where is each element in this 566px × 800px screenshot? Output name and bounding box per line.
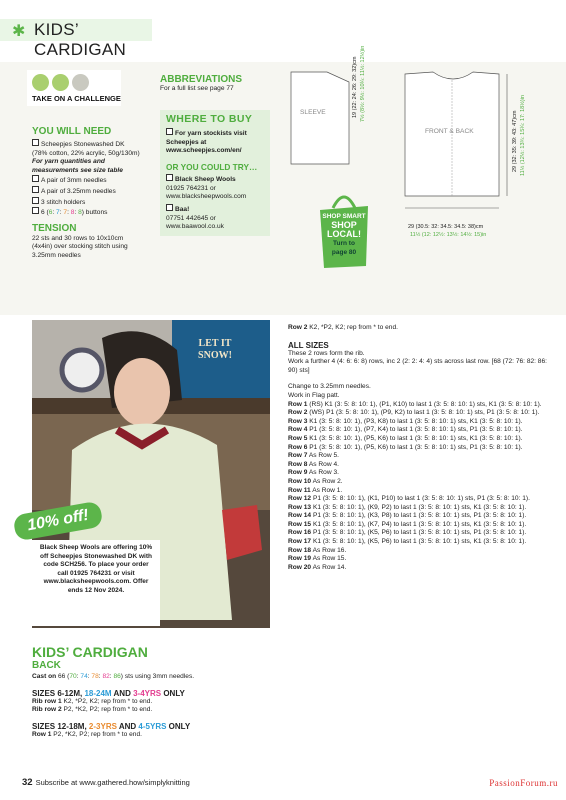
pattern-row: Row 16 P1 (3: 5: 8: 10: 1), (K5, P6) to last 1 (3: 5: 8: 10: 1) sts, P1 (3: 5: 8: 10: 1). (288, 529, 527, 537)
row-2: Row 2 K2, *P2, K2; rep from * to end. (288, 324, 398, 331)
list-item: 6 (6: 7: 7: 8: 8) buttons (32, 207, 150, 218)
checkbox-icon (32, 175, 39, 182)
pattern-row: Row 19 As Row 15. (288, 555, 347, 563)
checkbox-icon (166, 204, 173, 211)
or-you-could-try: OR YOU COULD TRY… (166, 162, 258, 172)
challenge-label: TAKE ON A CHALLENGE (32, 94, 121, 103)
pattern-row: Row 10 As Row 2. (288, 477, 343, 485)
stockists-text: For yarn stockists visit Scheepjes at www.scheepjes.com/en/ (166, 130, 247, 155)
checkbox-icon (166, 174, 173, 181)
pattern-row: Row 1 (RS) K1 (3: 5: 8: 10: 1), (P1, K10) to last 1 (3: 5: 8: 10: 1) sts, K1 (3: 5: 8: 10: 1). (288, 400, 542, 408)
pattern-rows (288, 401, 556, 573)
pattern-row: Row 20 As Row 14. (288, 563, 347, 571)
checkbox-icon (166, 128, 173, 135)
list-item: A pair of 3mm needles (32, 175, 150, 186)
tension-text: 22 sts and 30 rows to 10x10cm (4x4in) over stocking stitch using 3.25mm needles (32, 234, 128, 259)
list-item: A pair of 3.25mm needles (32, 186, 150, 197)
checkbox-icon (32, 207, 39, 214)
list-item: 3 stitch holders (32, 197, 150, 208)
pattern-row: Row 11 As Row 1. (288, 486, 343, 494)
sign-line-1: LET IT (198, 338, 232, 349)
back-width-cm: 29 (30.5: 32: 34.5: 34.5: 38)cm (408, 224, 484, 230)
you-will-need (32, 126, 150, 261)
all-sizes-heading: ALL SIZES (288, 340, 329, 350)
sizes-heading-1: SIZES 6-12M, 18-24M AND 3-4YRS ONLY (32, 688, 185, 698)
flower-icon: ✱ (12, 23, 26, 40)
pattern-row: Row 9 As Row 3. (288, 469, 339, 477)
back-height-in: 11½ (12½: 13¾: 15¼: 17: 18½)in (520, 95, 526, 176)
abbreviations (160, 74, 242, 94)
pattern-row: Row 8 As Row 4. (288, 460, 339, 468)
pattern-row: Row 7 As Row 5. (288, 452, 339, 460)
back-label: FRONT & BACK (425, 128, 474, 135)
shop-local-bag: SHOP SMART SHOP LOCAL! Turn to page 80 (318, 188, 370, 275)
shop-black-sheep: Black Sheep Wools 01925 764231 or www.blacksheepwools.com (166, 176, 247, 201)
back-height-cm: 29 (32: 35: 39: 43: 47)cm (512, 110, 518, 172)
pattern-row: Row 17 K1 (3: 5: 8: 10: 1), (K5, P6) to last 1 (3: 5: 8: 10: 1) sts, K1 (3: 5: 8: 10: 1). (288, 538, 527, 546)
yarn-ball-icon (52, 74, 69, 91)
pattern-row: Row 15 K1 (3: 5: 8: 10: 1), (K7, P4) to last 1 (3: 5: 8: 10: 1) sts, K1 (3: 5: 8: 10: 1). (288, 520, 527, 528)
sizes-heading-2: SIZES 12-18M, 2-3YRS AND 4-5YRS ONLY (32, 721, 191, 731)
section-header (0, 19, 152, 59)
footer: 32 Subscribe at www.gathered.how/simplyknitting (22, 777, 190, 788)
watermark: PassionForum.ru (489, 778, 558, 788)
yarn-item: Scheepjes Stonewashed DK (78% cotton, 22% acrylic, 50g/130m) For yarn quantities and measurements see size table (32, 141, 140, 174)
sleeve-dim-cm: 19 (22: 24: 26: 29: 32)cm (352, 56, 358, 118)
where-to-buy-box (160, 110, 270, 236)
section-title: KIDS’ CARDIGAN (34, 20, 127, 59)
cast-on: Cast on 66 (70: 74: 78: 82: 86) sts using 3mm needles. (32, 673, 195, 680)
pattern-row: Row 6 P1 (3: 5: 8: 10: 1), (P5, K6) to last 1 (3: 5: 8: 10: 1) sts, P1 (3: 5: 8: 10: 1). (288, 443, 523, 451)
back-heading: BACK (32, 660, 61, 671)
pattern-row: Row 4 P1 (3: 5: 8: 10: 1), (P7, K4) to last 1 (3: 5: 8: 10: 1) sts, P1 (3: 5: 8: 10: 1). (288, 426, 523, 434)
para: Work a further 4 (4: 6: 6: 8) rows, inc 2 (2: 2: 4: 4) sts across last row. [68 (72: 76: 82: 86: 90) sts] (288, 358, 547, 374)
pattern-row: Row 5 K1 (3: 5: 8: 10: 1), (P5, K6) to last 1 (3: 5: 8: 10: 1) sts, K1 (3: 5: 8: 10: 1). (288, 434, 523, 442)
shop-baa: Baa! 07751 442645 or www.baawool.co.uk (166, 206, 224, 231)
sign-line-2: SNOW! (198, 350, 232, 361)
offer-text: Black Sheep Wools are offering 10% off Scheepjes Stonewashed DK with code SCH256. To place your order call 01925 764231 or visit www.blacksheepwools.com. Offer ends 12 Nov 2024. (39, 544, 153, 594)
pattern-row: Row 2 (WS) P1 (3: 5: 8: 10: 1), (P9, K2) to last 1 (3: 5: 8: 10: 1) sts, P1 (3: 5: 8: 10: 1). (288, 409, 540, 417)
you-will-need-heading: YOU WILL NEED (32, 126, 112, 137)
abbreviations-heading: ABBREVIATIONS (160, 74, 243, 85)
tension-heading: TENSION (32, 222, 77, 234)
back-width-in: 11½ (12: 12½: 13½: 14½: 15)in (410, 232, 487, 238)
para: Work in Flag patt. (288, 391, 340, 399)
sleeve-dim-in: 7½ (8½: 9½: 10¼: 11½: 12½)in (360, 45, 366, 122)
rib-row-2: Rib row 2 P2, *K2, P2; rep from * to end. (32, 706, 153, 714)
sleeve-label: SLEEVE (300, 109, 326, 116)
yarn-ball-icon (72, 74, 89, 91)
pattern-row: Row 14 P1 (3: 5: 8: 10: 1), (K3, P8) to last 1 (3: 5: 8: 10: 1) sts, P1 (3: 5: 8: 10: 1). (288, 512, 527, 520)
rib-row-1: Rib row 1 K2, *P2, K2; rep from * to end. (32, 697, 153, 705)
yarn-ball-icon (32, 74, 49, 91)
sleeve-shape (291, 72, 349, 164)
pattern-continued (288, 324, 556, 572)
offer-box (32, 540, 160, 626)
para: Change to 3.25mm needles. (288, 383, 371, 391)
pattern-title: KIDS’ CARDIGAN (32, 644, 148, 660)
row-1: Row 1 P2, *K2, P2; rep from * to end. (32, 730, 142, 738)
pattern-row: Row 12 P1 (3: 5: 8: 10: 1), (K1, P10) to last 1 (3: 5: 8: 10: 1) sts, P1 (3: 5: 8: 10: 1). (288, 495, 530, 503)
pattern-start (32, 645, 282, 739)
abbreviations-text: For a full list see page 77 (160, 85, 234, 92)
checkbox-icon (32, 197, 39, 204)
offer-badge: 10% off! (12, 501, 103, 542)
where-to-buy-heading: WHERE TO BUY (166, 113, 253, 125)
pattern-row: Row 13 K1 (3: 5: 8: 10: 1), (K9, P2) to last 1 (3: 5: 8: 10: 1) sts, K1 (3: 5: 8: 10: 1). (288, 503, 527, 511)
checkbox-icon (32, 186, 39, 193)
pattern-row: Row 3 K1 (3: 5: 8: 10: 1), (P3, K8) to last 1 (3: 5: 8: 10: 1) sts, K1 (3: 5: 8: 10: 1). (288, 417, 523, 425)
checkbox-icon (32, 139, 39, 146)
pattern-row: Row 18 As Row 16. (288, 546, 347, 554)
para: These 2 rows form the rib. (288, 349, 365, 357)
